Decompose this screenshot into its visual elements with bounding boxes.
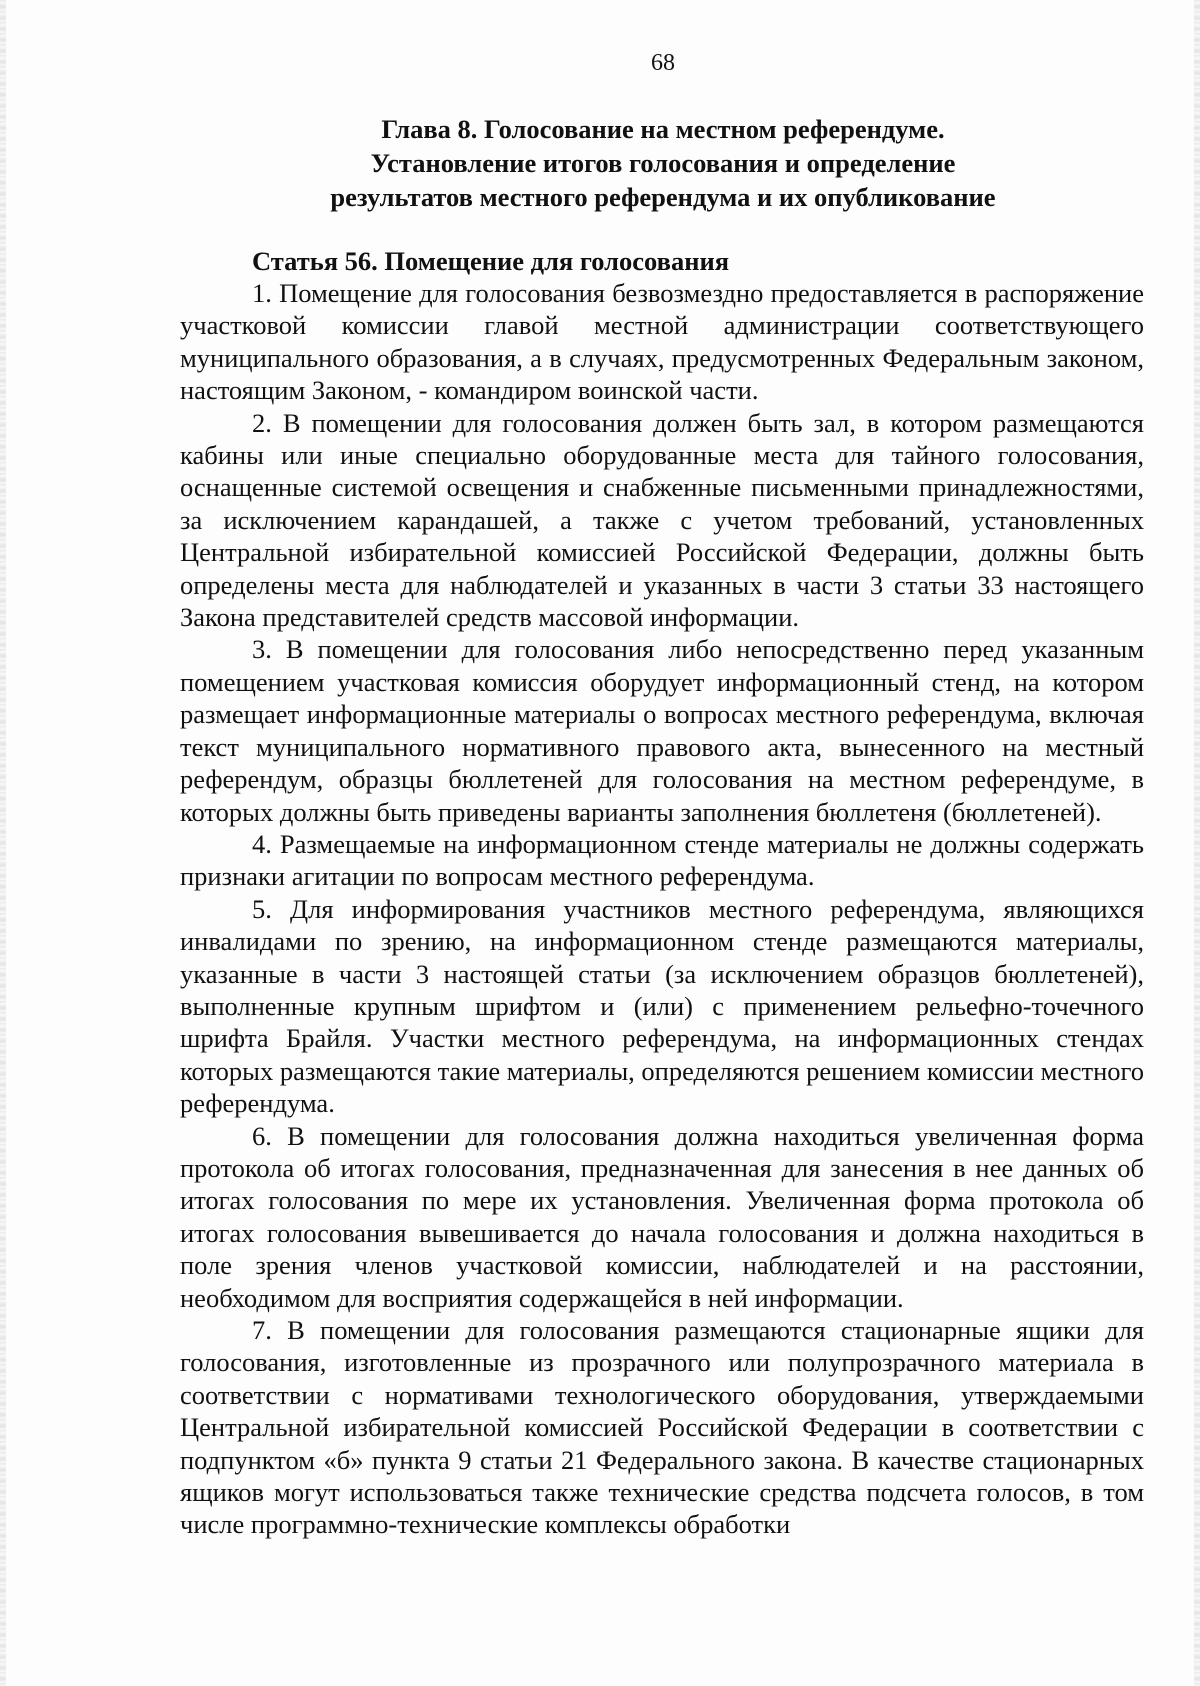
chapter-heading-line: Глава 8. Голосование на местном референдуме. <box>381 114 945 144</box>
paragraph-1: 1. Помещение для голосования безвозмездно предоставляется в распоряжение участковой комиссии главой местной администрации соответствующего муниципального образования, а в случаях, предусмотренных Федеральным законом, настоящим Законом, - командиром воинской части. <box>180 278 1144 406</box>
chapter-heading <box>180 112 1146 214</box>
page-number: 68 <box>651 50 675 76</box>
paragraph-7: 7. В помещении для голосования размещаются стационарные ящики для голосования, изготовленные из прозрачного или полупрозрачного материала в соответствии с нормативами технологического оборудования, утверждаемыми Центральной избирательной комиссией Российской Федерации в соответствии с подпунктом «б» пункта 9 статьи 21 Федерального закона. В качестве стационарных ящиков могут использоваться также технические средства подсчета голосов, в том числе программно-технические комплексы обработки <box>180 1315 1144 1540</box>
paragraph-5: 5. Для информирования участников местного референдума, являющихся инвалидами по зрению, на информационном стенде размещаются материалы, указанные в части 3 настоящей статьи (за исключением образцов бюллетеней), выполненные крупным шрифтом и (или) с применением рельефно-точечного шрифта Брайля. Участки местного референдума, на информационных стендах которых размещаются такие материалы, определяются решением комиссии местного референдума. <box>180 893 1144 1119</box>
scan-edge-left <box>0 0 6 1686</box>
paragraph-4: 4. Размещаемые на информационном стенде материалы не должны содержать признаки агитации по вопросам местного референдума. <box>180 828 1144 892</box>
scan-edge-right <box>1194 0 1200 1686</box>
paragraph-3: 3. В помещении для голосования либо непосредственно перед указанным помещением участковая комиссия оборудует информационный стенд, на котором размещает информационные материалы о вопросах местного референдума, включая текст муниципального нормативного правового акта, вынесенного на местный референдум, образцы бюллетеней для голосования на местном референдуме, в которых должны быть приведены варианты заполнения бюллетеня (бюллетеней). <box>180 634 1144 827</box>
article-title: Статья 56. Помещение для голосования <box>252 246 730 276</box>
chapter-heading-line: результатов местного референдума и их опубликование <box>330 182 996 212</box>
paragraph-6: 6. В помещении для голосования должна находиться увеличенная форма протокола об итогах голосования, предназначенная для занесения в нее данных об итогах голосования по мере их установления. Увеличенная форма протокола об итогах голосования вывешивается до начала голосования и должна находиться в поле зрения членов участковой комиссии, наблюдателей и на расстоянии, необходимом для восприятия содержащейся в ней информации. <box>180 1120 1144 1313</box>
article-body <box>180 277 1144 1541</box>
chapter-heading-line: Установление итогов голосования и определение <box>370 148 956 178</box>
paragraph-2: 2. В помещении для голосования должен быть зал, в котором размещаются кабины или иные специально оборудованные места для тайного голосования, оснащенные системой освещения и снабженные письменными принадлежностями, за исключением карандашей, а также с учетом требований, установленных Центральной избирательной комиссией Российской Федерации, должны быть определены места для наблюдателей и указанных в части 3 статьи 33 настоящего Закона представителей средств массовой информации. <box>180 407 1144 633</box>
